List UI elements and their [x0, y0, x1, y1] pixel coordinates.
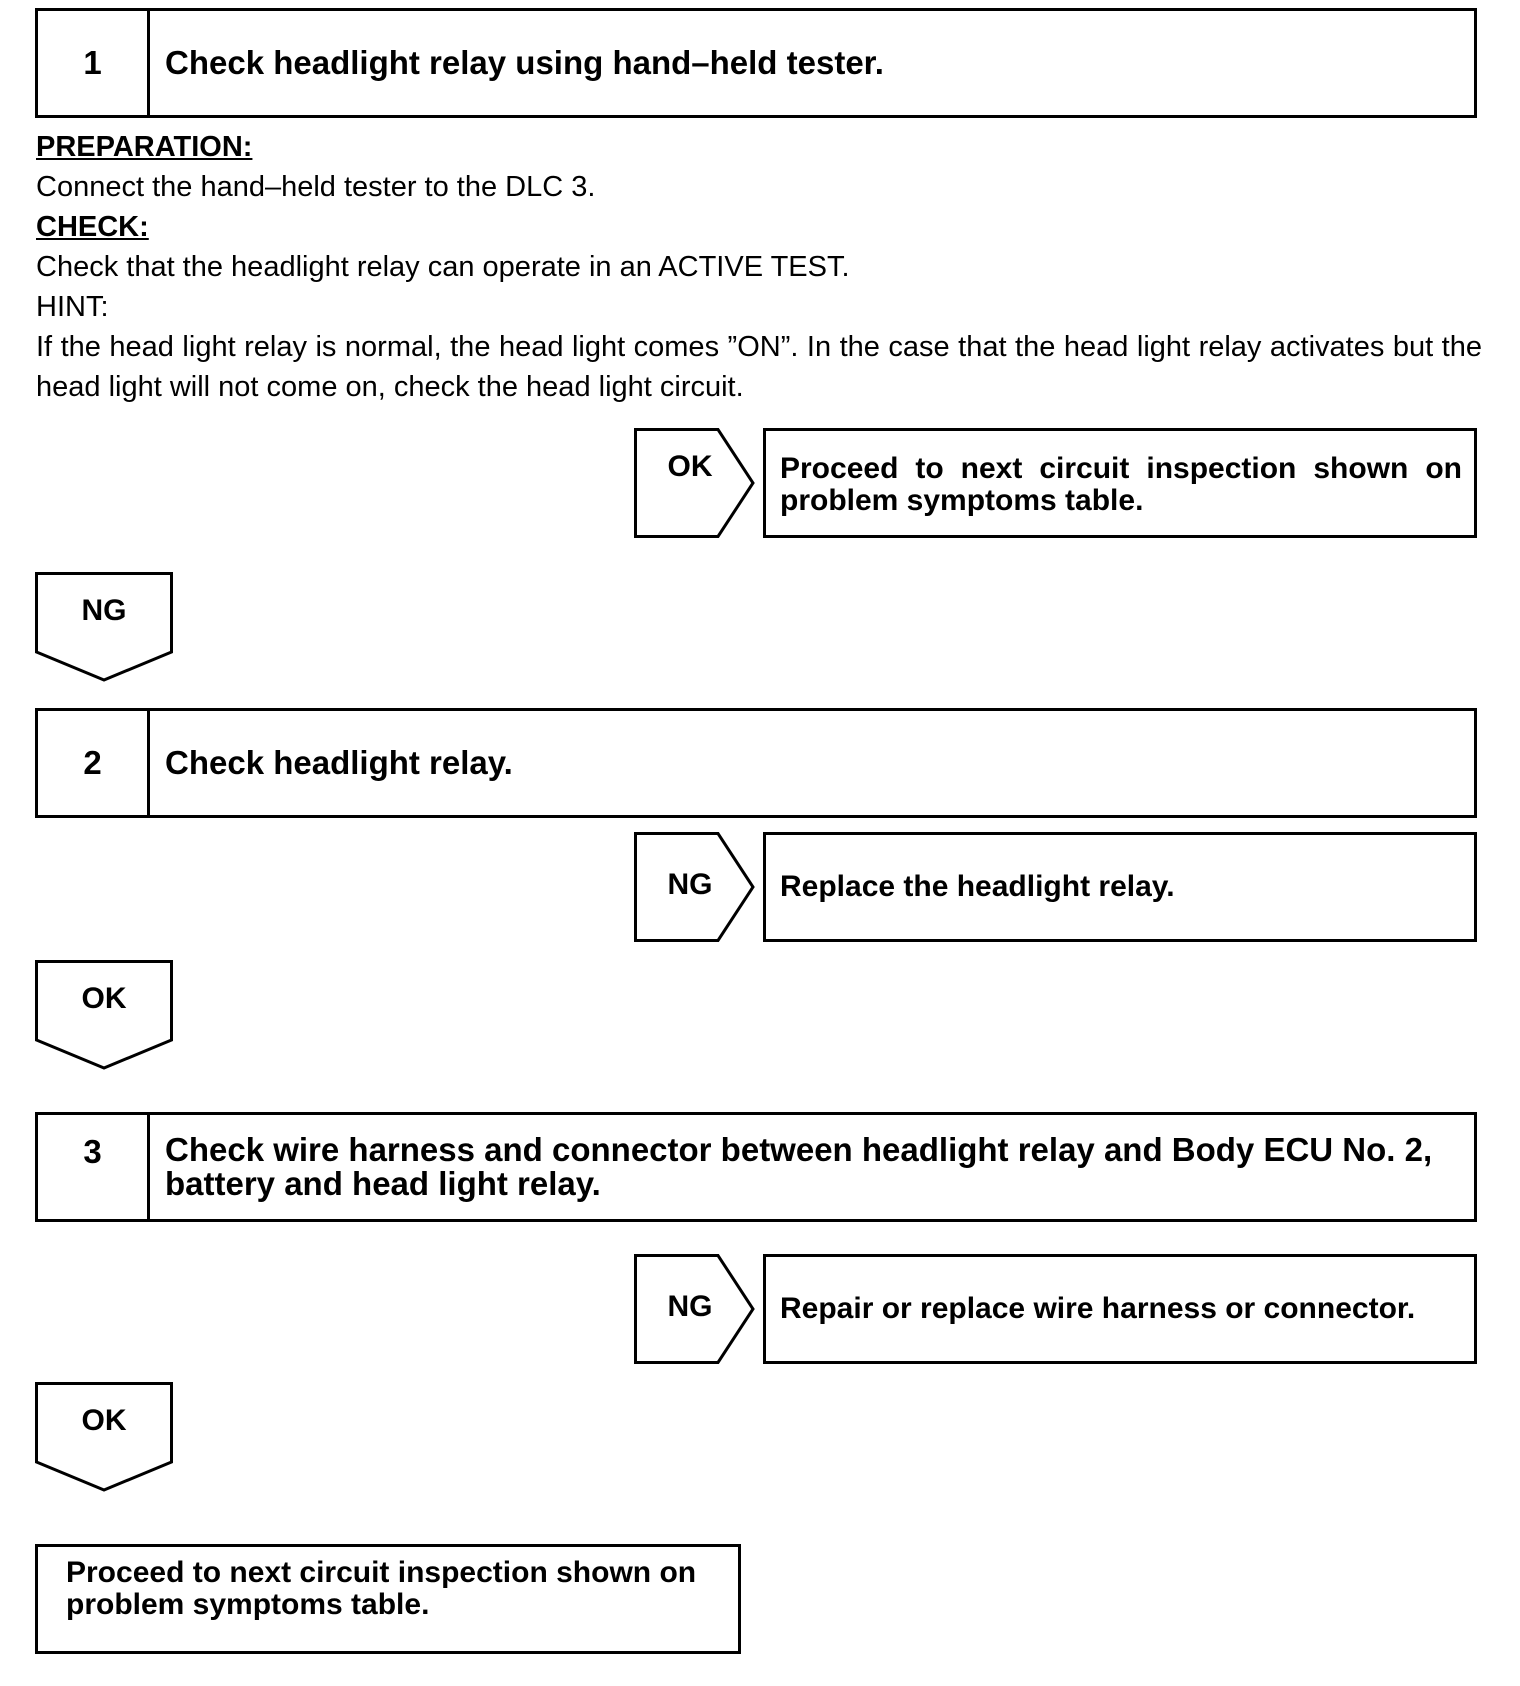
step-2-box [35, 708, 1477, 818]
step-3-title: Check wire harness and connector between headlight relay and Body ECU No. 2, battery and head light relay. [165, 1131, 1433, 1202]
check-text: Check that the headlight relay can operate in an ACTIVE TEST. [36, 251, 850, 283]
step-3-box [35, 1112, 1477, 1222]
hint-text: If the head light relay is normal, the head light comes ”ON”. In the case that the head light relay activates but the head light will not come on, check the head light circuit. [36, 331, 1482, 403]
hint-heading: HINT: [36, 291, 109, 323]
step-3-ng-result: Repair or replace wire harness or connector. [763, 1254, 1477, 1364]
step-1-ok-result: Proceed to next circuit inspection shown on problem symptoms table. [763, 428, 1477, 538]
step-3-ng-tag [634, 1254, 756, 1364]
check-heading: CHECK: [36, 211, 149, 243]
step-1-title: Check headlight relay using hand–held tester. [165, 44, 884, 81]
step-1-ok-label: OK [667, 450, 713, 483]
step-1-ng-tag [35, 572, 173, 682]
step-2-title: Check headlight relay. [165, 744, 513, 781]
step-2-ng-result: Replace the headlight relay. [763, 832, 1477, 942]
preparation-text: Connect the hand–held tester to the DLC 3. [36, 171, 596, 203]
step-3-ok-label: OK [81, 1404, 127, 1437]
step-2-ok-tag [35, 960, 173, 1070]
preparation-heading: PREPARATION: [36, 131, 253, 163]
step-2-ng-tag [634, 832, 756, 942]
step-1-number: 1 [38, 11, 150, 115]
step-2-ok-label: OK [81, 982, 127, 1015]
step-1-box [35, 8, 1477, 118]
step-3-number: 3 [38, 1115, 150, 1219]
step-3-ok-tag [35, 1382, 173, 1492]
final-result-box: Proceed to next circuit inspection shown on problem symptoms table. [35, 1544, 741, 1654]
step-2-number: 2 [38, 711, 150, 815]
step-2-ng-label: NG [667, 868, 713, 901]
step-1-ok-tag [634, 428, 756, 538]
step-1-ng-label: NG [81, 594, 127, 627]
step-3-ng-label: NG [667, 1290, 713, 1323]
